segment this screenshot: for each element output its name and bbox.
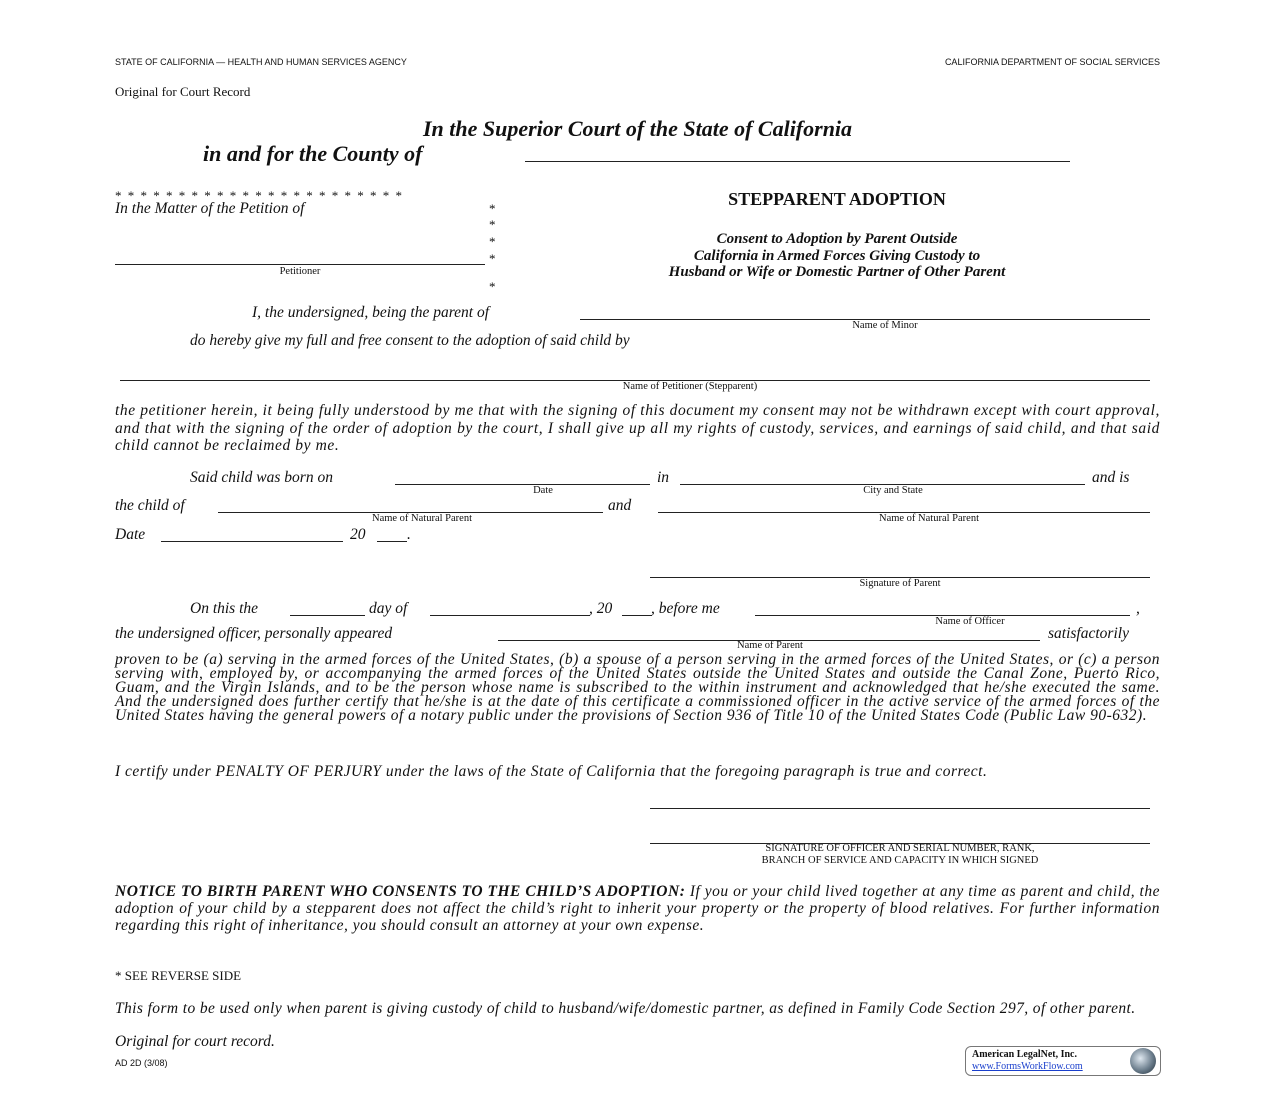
notice-heading: NOTICE TO BIRTH PARENT WHO CONSENTS TO THE CHILD’S ADOPTION: xyxy=(115,883,686,900)
county-field[interactable] xyxy=(525,161,1070,162)
usage-note: This form to be used only when parent is giving custody of child to husband/wife/domestic partner, as defined in Family Code Section 297, of other parent. xyxy=(115,1000,1136,1017)
day-of-label: day of xyxy=(369,600,408,617)
form-title: STEPPARENT ADOPTION xyxy=(728,189,946,209)
officer-label: Name of Officer xyxy=(935,616,1005,627)
caption-star: * xyxy=(489,251,496,266)
year-field[interactable] xyxy=(377,541,407,542)
caption-star: * xyxy=(489,201,496,216)
parent-label: Name of Parent xyxy=(737,640,803,651)
appeared-label: the undersigned officer, personally appeared xyxy=(115,625,393,642)
legalnet-logo xyxy=(965,1046,1161,1076)
caption-star: * xyxy=(489,279,496,294)
twenty-label: , 20 xyxy=(589,600,613,617)
notice-paragraph xyxy=(115,883,1160,934)
officer-paragraph: proven to be (a) serving in the armed forces of the United States, (b) a spouse of a person serving in the armed forces of the United States, or (c) a person serving with, employed by, or accompanying the armed forces of the United States outside the United States and outside the Canal Zone, Puerto Rico, Guam, and the Virgin Islands, and to be the person whose name is subscribed to the within instrument and acknowledged that he/she executed the same. And the undersigned does further certify that he/she is at the date of this certificate a commissioned officer in the active service of the armed forces of the United States having the general powers of a notary public under the provisions of Section 936 of Title 10 of the United States Code (Public Law 90-632). xyxy=(115,651,1160,724)
globe-icon xyxy=(1130,1048,1156,1074)
officer-signature-field[interactable] xyxy=(650,808,1150,809)
subtitle-line: California in Armed Forces Giving Custody to xyxy=(693,248,981,264)
and-label: and xyxy=(608,497,632,514)
born-label: Said child was born on xyxy=(190,469,333,486)
and-is-label: and is xyxy=(1092,469,1130,486)
date-label: Date xyxy=(115,526,146,543)
parent-of-label: I, the undersigned, being the parent of xyxy=(252,304,490,321)
original-label: Original for Court Record xyxy=(115,84,251,99)
signing-date-field[interactable] xyxy=(161,541,343,542)
in-label: in xyxy=(657,469,670,486)
consent-paragraph: the petitioner herein, it being fully understood by me that with the signing of this document my consent may not be withdrawn except with court approval, and that with the signing of the order of adoption by the court, I shall give up all my rights of custody, services, and earnings of said child, and that said child cannot be reclaimed by me. xyxy=(115,402,1160,454)
natural-parent-label: Name of Natural Parent xyxy=(371,513,472,524)
court-title: In the Superior Court of the State of California xyxy=(422,116,853,141)
department-header: CALIFORNIA DEPARTMENT OF SOCIAL SERVICES xyxy=(944,57,1160,67)
stepparent-label: Name of Petitioner (Stepparent) xyxy=(622,381,758,392)
on-this-label: On this the xyxy=(190,600,259,617)
natural-parent-label: Name of Natural Parent xyxy=(878,513,979,524)
perjury-statement: I certify under PENALTY OF PERJURY under the laws of the State of California that the foregoing paragraph is true and correct. xyxy=(115,763,988,780)
form-number: AD 2D (3/08) xyxy=(115,1058,168,1068)
petitioner-label: Petitioner xyxy=(279,266,321,277)
date-label: Date xyxy=(533,485,553,496)
before-me-label: , before me xyxy=(651,600,720,617)
month-field[interactable] xyxy=(430,615,590,616)
logo-link[interactable]: www.FormsWorkFlow.com xyxy=(972,1061,1083,1072)
signature-label: Signature of Parent xyxy=(859,578,941,589)
logo-company: American LegalNet, Inc. xyxy=(972,1049,1077,1060)
child-of-label: the child of xyxy=(115,497,185,514)
county-label: in and for the County of xyxy=(203,141,423,166)
matter-label: In the Matter of the Petition of xyxy=(115,200,305,217)
agency-header: STATE OF CALIFORNIA — HEALTH AND HUMAN SERVICES AGENCY xyxy=(115,57,407,67)
original-bottom-label: Original for court record. xyxy=(115,1033,275,1050)
notice-body: If you or your child lived together at any time as parent and child, the adoption of your child by a stepparent does not affect the child’s right to inherit your property or the property of blood relatives. For further information regarding this right of inheritance, you should consult an attorney at your own expense. xyxy=(115,883,1160,934)
officer-branch-label: BRANCH OF SERVICE AND CAPACITY IN WHICH SIGNED xyxy=(761,855,1039,866)
petitioner-field[interactable] xyxy=(115,264,485,265)
day-field[interactable] xyxy=(290,615,365,616)
year-label: 20 xyxy=(350,526,366,543)
minor-label: Name of Minor xyxy=(852,320,918,331)
officer-year-field[interactable] xyxy=(622,615,652,616)
officer-signature-label: SIGNATURE OF OFFICER AND SERIAL NUMBER, RANK, xyxy=(765,843,1035,854)
caption-star: * xyxy=(489,234,496,249)
comma: , xyxy=(1136,600,1140,617)
caption-stars: * * * * * * * * * * * * * * * * * * * * * * * xyxy=(115,188,404,203)
see-reverse-note: * SEE REVERSE SIDE xyxy=(115,968,242,983)
city-state-label: City and State xyxy=(863,485,923,496)
consent-text: do hereby give my full and free consent to the adoption of said child by xyxy=(190,332,630,349)
subtitle-line: Consent to Adoption by Parent Outside xyxy=(716,231,958,247)
caption-star: * xyxy=(489,217,496,232)
satisfactorily-label: satisfactorily xyxy=(1048,625,1129,642)
subtitle-line: Husband or Wife or Domestic Partner of Other Parent xyxy=(668,264,1006,280)
